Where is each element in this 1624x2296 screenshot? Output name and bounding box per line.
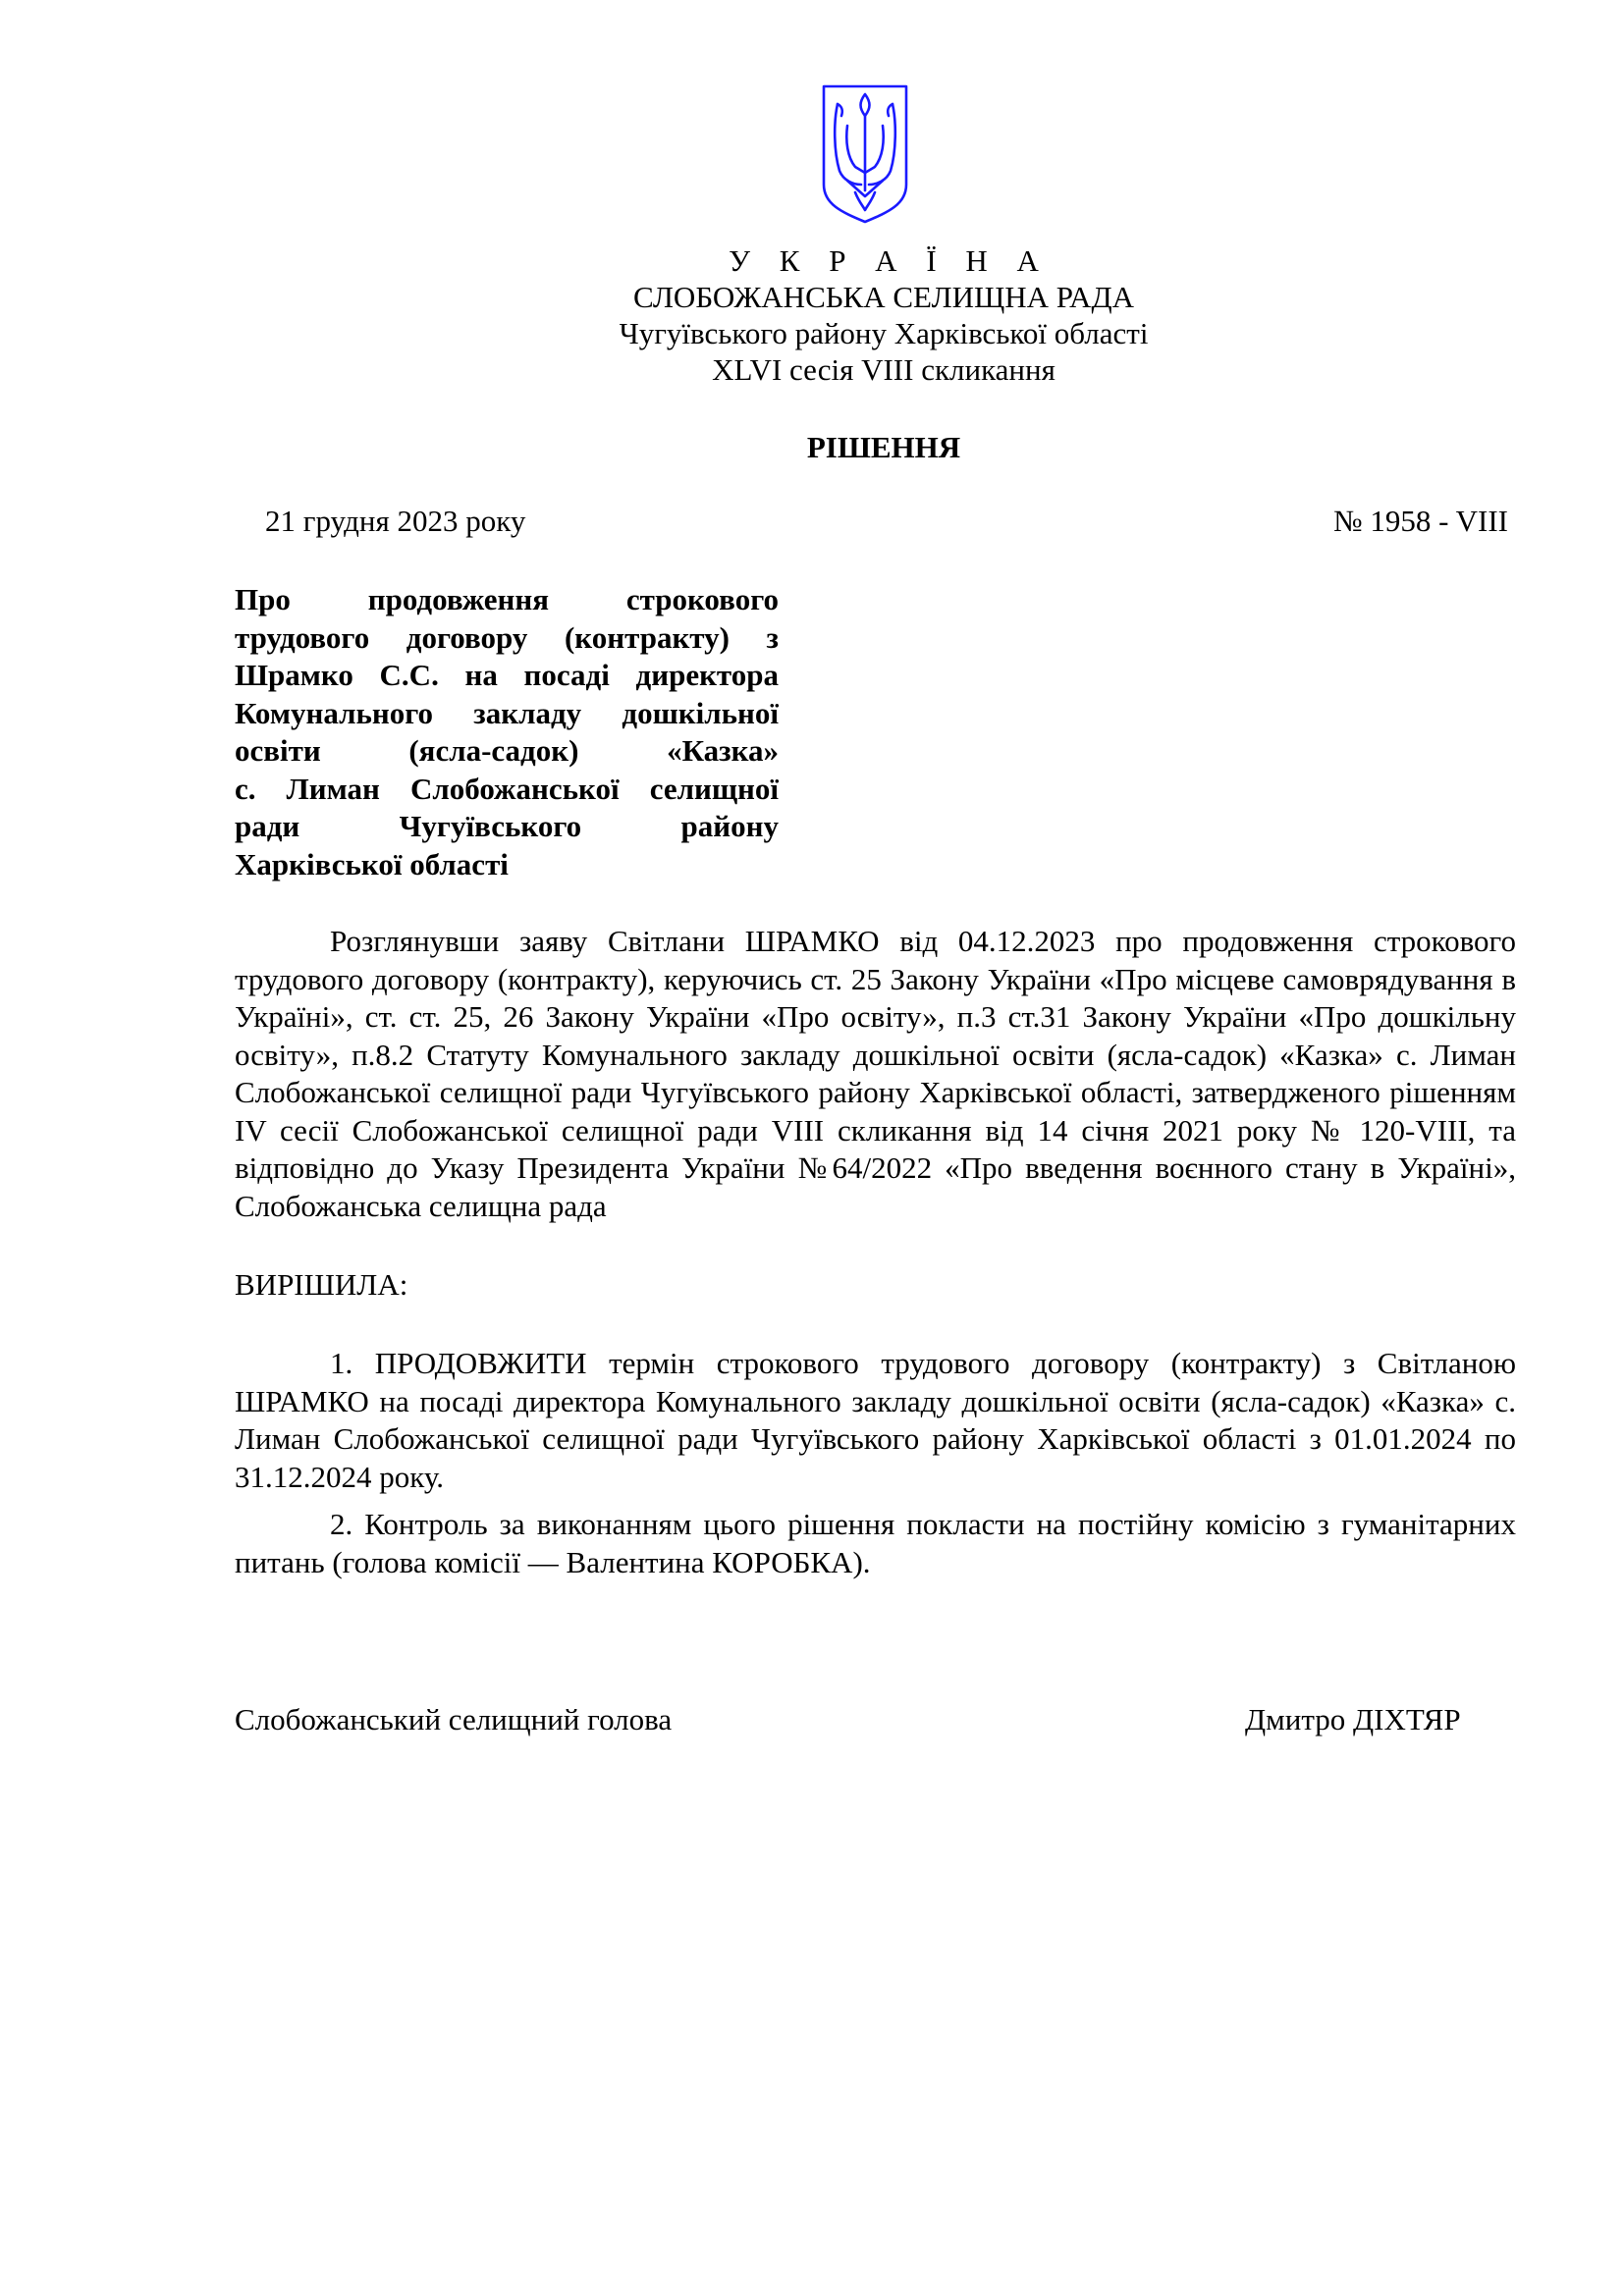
header-region: Чугуївського району Харківської області bbox=[619, 316, 1149, 350]
decision-number: № 1958 - VIII bbox=[1333, 504, 1508, 538]
document-title: РІШЕННЯ bbox=[806, 430, 961, 464]
decision-subject bbox=[235, 581, 779, 883]
subject-line: Комунального закладу дошкільної bbox=[235, 695, 779, 730]
signatory-role: Слобожанський селищний голова bbox=[235, 1702, 673, 1736]
preamble-paragraph: Розглянувши заяву Світлани ШРАМКО від 04.12.2023 про продовження строкового трудового договору (контракту), керуючись ст. 25 Закону України «Про місцеве самоврядування в Україні», ст. ст. 25, 26 Закону України «Про освіту», п.3 ст.31 Закону України «Про дошкільну освіту», п.8.2 Статуту Комунального закладу дошкільної освіти (ясла-садок) «Казка» с. Лиман Слобожанської селищної ради Чугуївського району Харківської області, затвердженого рішенням IV сесії Слобожанської селищної ради VIII скликання від 14 січня 2021 року № 120-VIII, та відповідно до Указу Президента України №64/2022 «Про введення воєнного стану в Україні», Слобожанська селищна рада bbox=[235, 924, 1516, 1223]
decision-item-1: 1. ПРОДОВЖИТИ термін строкового трудового договору (контракту) з Світланою ШРАМКО на посаді директора Комунального закладу дошкільної освіти (ясла-садок) «Казка» с. Лиман Слобожанської селищної ради Чугуївського району Харківської області з 01.01.2024 по 31.12.2024 року. bbox=[235, 1346, 1516, 1494]
subject-line: с. Лиман Слобожанської селищної bbox=[235, 771, 779, 806]
header-session: XLVI сесія VIII скликання bbox=[712, 352, 1056, 387]
subject-line: Шрамко С.С. на посаді директора bbox=[235, 658, 779, 692]
subject-line: освіти (ясла-садок) «Казка» bbox=[235, 733, 779, 768]
trident-emblem-icon bbox=[820, 82, 910, 226]
country-name: У К Р А Ї Н А bbox=[729, 243, 1050, 278]
decision-item-2: 2. Контроль за виконанням цього рішення покласти на постійну комісію з гуманітарних питань (голова комісії — Валентина КОРОБКА). bbox=[235, 1507, 1516, 1579]
subject-line: трудового договору (контракту) з bbox=[235, 619, 779, 655]
header-council: СЛОБОЖАНСЬКА СЕЛИЩНА РАДА bbox=[633, 280, 1134, 314]
subject-line: Про продовження строкового bbox=[235, 582, 779, 616]
header-country bbox=[393, 242, 1375, 279]
decision-date: 21 грудня 2023 року bbox=[265, 504, 526, 538]
subject-line: ради Чугуївського району bbox=[235, 809, 779, 843]
signatory-name: Дмитро ДІХТЯР bbox=[1245, 1702, 1461, 1736]
subject-line: Харківської області bbox=[235, 846, 509, 881]
decided-heading: ВИРІШИЛА: bbox=[235, 1267, 408, 1302]
